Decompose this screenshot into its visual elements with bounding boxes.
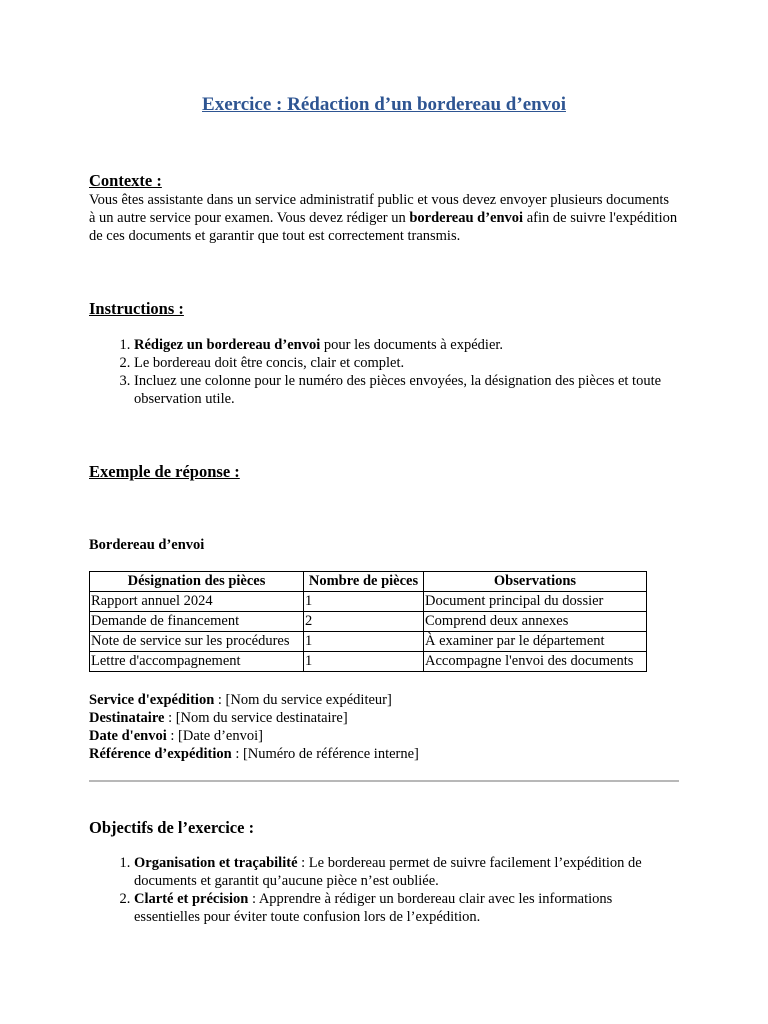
table-cell: Lettre d'accompagnement — [90, 652, 304, 672]
table-header-row — [90, 572, 647, 592]
meta-label: Référence d’expédition — [89, 746, 232, 762]
table-row — [90, 652, 647, 672]
meta-label: Destinataire — [89, 710, 165, 726]
meta-line — [89, 727, 679, 745]
objectifs-item-text: : Apprendre à rédiger un bordereau clair avec les informations essentielles pour éviter toute confusion lors de l’expédition. — [134, 891, 613, 925]
table-title: Bordereau d’envoi — [89, 537, 205, 553]
table-cell: Rapport annuel 2024 — [90, 592, 304, 612]
instructions-heading: Instructions : — [89, 299, 184, 318]
column-header: Nombre de pièces — [304, 572, 424, 592]
bordereau-table — [89, 571, 647, 672]
instructions-item-text: Le bordereau doit être concis, clair et complet. — [134, 355, 405, 371]
meta-label: Service d'expédition — [89, 692, 215, 708]
exemple-section — [89, 462, 679, 482]
meta-label: Date d'envoi — [89, 728, 167, 744]
contexte-section — [89, 171, 679, 245]
table-cell: Comprend deux annexes — [424, 612, 647, 632]
objectifs-list — [89, 854, 679, 926]
table-cell: Accompagne l'envoi des documents — [424, 652, 647, 672]
contexte-heading: Contexte : — [89, 171, 162, 190]
table-row — [90, 592, 647, 612]
objectifs-section — [89, 818, 679, 926]
exemple-heading: Exemple de réponse : — [89, 462, 240, 481]
contexte-paragraph — [89, 191, 679, 245]
meta-value: : [Nom du service expéditeur] — [214, 692, 392, 708]
objectifs-item — [134, 854, 679, 890]
table-cell: Document principal du dossier — [424, 592, 647, 612]
instructions-item-text: pour les documents à expédier. — [320, 337, 504, 353]
column-header: Désignation des pièces — [90, 572, 304, 592]
table-row — [90, 612, 647, 632]
objectifs-item-bold: Clarté et précision — [134, 891, 249, 907]
instructions-list — [89, 336, 679, 408]
table-row — [90, 632, 647, 652]
table-title-block — [89, 536, 679, 554]
instructions-item-bold: Rédigez un bordereau d’envoi — [134, 337, 321, 353]
table-cell: 1 — [304, 592, 424, 612]
column-header: Observations — [424, 572, 647, 592]
contexte-text-bold: bordereau d’envoi — [409, 210, 524, 226]
table-cell: Demande de financement — [90, 612, 304, 632]
meta-value: : [Nom du service destinataire] — [164, 710, 348, 726]
instructions-item — [134, 336, 679, 354]
meta-line — [89, 745, 679, 763]
objectifs-item — [134, 890, 679, 926]
table-cell: 1 — [304, 652, 424, 672]
bordereau-table-wrap — [89, 571, 647, 672]
horizontal-divider — [89, 780, 679, 782]
meta-line — [89, 691, 679, 709]
envoi-meta — [89, 691, 679, 763]
table-cell: À examiner par le département — [424, 632, 647, 652]
objectifs-item-bold: Organisation et traçabilité — [134, 855, 298, 871]
meta-line — [89, 709, 679, 727]
contexte-text-after: afin de suivre l'expédition de ces documents et garantir que tout est correctement transmis. — [89, 210, 678, 244]
instructions-item — [134, 354, 679, 372]
table-cell: 2 — [304, 612, 424, 632]
instructions-item-text: Incluez une colonne pour le numéro des pièces envoyées, la désignation des pièces et toute observation utile. — [134, 373, 662, 407]
objectifs-heading: Objectifs de l’exercice : — [89, 818, 255, 837]
document-title: Exercice : Rédaction d’un bordereau d’envoi — [202, 94, 566, 115]
meta-value: : [Numéro de référence interne] — [231, 746, 419, 762]
table-cell: 1 — [304, 632, 424, 652]
table-cell: Note de service sur les procédures — [90, 632, 304, 652]
instructions-item — [134, 372, 679, 408]
meta-value: : [Date d’envoi] — [166, 728, 263, 744]
instructions-section — [89, 299, 679, 408]
contexte-text-before: Vous êtes assistante dans un service administratif public et vous devez envoyer plusieurs documents à un autre service pour examen. Vous devez rédiger un — [89, 192, 669, 226]
objectifs-item-text: : Le bordereau permet de suivre facilement l’expédition de documents et garantit qu’aucune pièce n’est oubliée. — [134, 855, 642, 889]
